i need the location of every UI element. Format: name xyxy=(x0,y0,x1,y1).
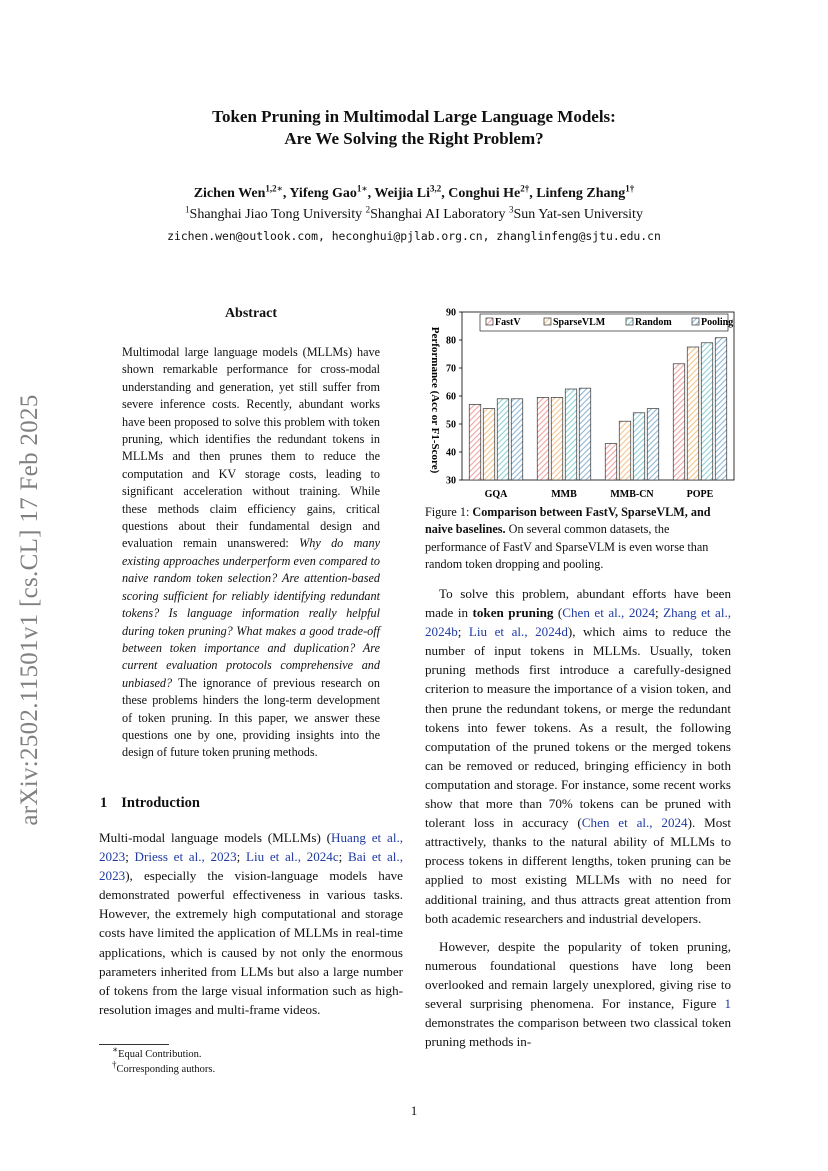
bar-fastv-gqa xyxy=(469,404,481,480)
y-tick-label: 60 xyxy=(446,391,456,403)
author-list xyxy=(60,184,768,204)
legend-swatch xyxy=(486,318,493,325)
legend-swatch xyxy=(544,318,551,325)
y-tick-label: 90 xyxy=(446,307,456,319)
legend-swatch xyxy=(626,318,633,325)
bar-pooling-mmb-cn xyxy=(647,409,659,480)
x-tick-label: GQA xyxy=(484,489,508,500)
x-tick-label: POPE xyxy=(686,489,714,500)
citation-link[interactable]: Liu et al., 2024c xyxy=(245,849,339,865)
bar-sparsevlm-pope xyxy=(687,347,699,480)
arxiv-id-text: arXiv:2502.11501v1 [cs.CL] 17 Feb 2025 xyxy=(16,394,43,826)
footnote-rule xyxy=(99,1044,169,1045)
intro-paragraph: Multi-modal language models (MLLMs) (Huang et al., 2023; Driess et al., 2023; Liu et al., 2024c; Bai et al., 2023), especially the vision-language models have demonstrated powerful effectiveness in various tasks. However, the extremely high computational and storage costs have limited the application of MLLMs in real-time applications, which is caused by not only the enormous parameters inherited from LLMs but also a large number of tokens from the large visual information such as high-resolution images and multi-frame videos. xyxy=(99,830,404,1017)
bar-random-mmb-cn xyxy=(633,413,645,480)
x-tick-label: MMB-CN xyxy=(610,489,654,500)
author: Conghui $He^{2\dagger}$, xyxy=(448,183,537,201)
author: Linfeng Zhang$^{1\dagger}$ xyxy=(536,183,635,201)
paragraph: However, despite the popularity of token pruning, numerous foundational questions have long been overlooked and remain largely unexplored, giving rise to several surprising phenomena. For instance, Figure 1 demonstrates the comparison between two classical token pruning methods in- xyxy=(425,938,731,1050)
y-tick-label: 40 xyxy=(446,447,456,459)
bar-fastv-mmb xyxy=(537,397,549,480)
y-tick-label: 70 xyxy=(446,363,456,375)
affiliation: $^1$Shanghai Jiao Tong University xyxy=(185,204,366,222)
figure-1-chart xyxy=(420,300,738,502)
y-tick-label: 30 xyxy=(446,475,456,487)
citation-link[interactable]: Bai et al., 2023 xyxy=(99,849,403,884)
legend-label: SparseVLM xyxy=(553,317,606,328)
bar-random-gqa xyxy=(497,399,509,480)
author-emails: zichen.wen@outlook.com, heconghui@pjlab.org.cn, zhanglinfeng@sjtu.edu.cn xyxy=(167,229,661,243)
bar-sparsevlm-gqa xyxy=(483,409,495,480)
citation-link[interactable]: Chen et al., 2024 xyxy=(581,815,688,831)
y-tick-label: 80 xyxy=(446,335,456,347)
bar-pooling-gqa xyxy=(511,399,523,480)
bar-fastv-mmb-cn xyxy=(605,444,617,480)
section-heading-introduction: 1 Introduction xyxy=(100,795,200,811)
affiliation: $^2$Shanghai AI Laboratory xyxy=(365,204,509,222)
arxiv-identifier xyxy=(8,365,52,855)
right-column-body xyxy=(425,584,731,1051)
citation-link[interactable]: Zhang et al., 2024b xyxy=(425,605,732,640)
figure-caption: Figure 1: Comparison between FastV, SparseVLM, and naive baselines. On several common datasets, the performance of FastV and SparseVLM is even worse than random token dropping and pooling. xyxy=(425,505,711,572)
legend-swatch xyxy=(692,318,699,325)
citation-link[interactable]: Driess et al., 2023 xyxy=(134,849,237,865)
chart-legend xyxy=(480,314,733,331)
title-line-1: Token Pruning in Multimodal Large Language Models: xyxy=(212,107,616,126)
bar-sparsevlm-mmb-cn xyxy=(619,421,631,480)
bar-sparsevlm-mmb xyxy=(551,397,563,480)
paper-title xyxy=(60,106,768,150)
abstract-body: Multimodal large language models (MLLMs) have shown remarkable performance for cross-modal understanding and generation, yet still suffer from severe inference costs. Recently, abundant works have been proposed to solve this problem with token pruning, which identifies the redundant tokens in MLLMs and then prunes them to reduce the computation and KV storage costs, leading to significant acceleration without training. While these methods claim efficiency gains, critical questions about their fundamental design and evaluation remain unanswered: Why do many existing approaches underperform even compared to naive random token selection? Are attention-based scoring sufficient for reliably identifying redundant tokens? Is language information really helpful during token pruning? What makes a good trade-off between token importance and duplication? Are current evaluation protocols comprehensive and unbiased? The ignorance of previous research on these problems hinders the long-term development of token pruning. In this paper, we answer these questions one by one, providing insights into the design of future token pruning methods. xyxy=(122,345,380,760)
citation-link[interactable]: Huang et al., 2023 xyxy=(99,830,404,865)
bar-chart-svg xyxy=(420,300,738,502)
author: Weijia Li$^{3,2}$, xyxy=(374,183,449,201)
footnote-corresponding: †Corresponding authors. xyxy=(112,1059,216,1075)
bar-pooling-mmb xyxy=(579,388,591,480)
citation-link[interactable]: Chen et al., 2024 xyxy=(562,605,656,621)
figure-reference-link[interactable]: 1 xyxy=(724,995,731,1011)
y-axis-label: Performance (Acc or F1-Score) xyxy=(429,326,441,474)
abstract-heading: Abstract xyxy=(224,306,278,321)
legend-label: Random xyxy=(635,317,672,328)
affiliations xyxy=(60,205,768,225)
author: Yifeng Gao$^{1∗}$, xyxy=(289,183,375,201)
footnote-equal-contribution: ∗Equal Contribution. xyxy=(112,1044,202,1060)
bar-random-mmb xyxy=(565,389,577,480)
title-line-2: Are We Solving the Right Problem? xyxy=(284,129,544,148)
legend-label: FastV xyxy=(495,317,521,328)
bar-pooling-pope xyxy=(715,338,727,480)
legend-label: Pooling xyxy=(701,317,734,328)
affiliation: $^3$Sun Yat-sen University xyxy=(508,204,643,222)
bar-random-pope xyxy=(701,343,713,480)
y-tick-label: 50 xyxy=(446,419,456,431)
x-tick-label: MMB xyxy=(551,489,577,500)
author: Zichen Wen$^{1,2∗}$, xyxy=(193,183,290,201)
bar-fastv-pope xyxy=(673,364,685,480)
page-number: 1 xyxy=(410,1103,418,1118)
citation-link[interactable]: Liu et al., 2024d xyxy=(468,624,568,640)
paragraph: To solve this problem, abundant efforts have been made in token pruning (Chen et al., 2024; Zhang et al., 2024b; Liu et al., 2024d), which aims to reduce the number of input tokens in MLLMs. Usually, token pruning methods first introduce a carefully-designed criterion to measure the importance of a vision token, and then prune the redundant tokens, or merge the redundant tokens into fewer tokens. As a result, the following computation of the pruned tokens or the merged tokens can be removed or reduced, bringing efficiency in both computation and storage. For instance, some recent works show that more than 70% tokens can be pruned with tolerant loss in accuracy (Chen et al., 2024). Most attractively, thanks to the natural ability of MLLMs to process tokens in different lengths, token pruning can be applied to most existing MLLMs with no need for additional training, and thus attracts great attention from both academic researchers and industrial developers. xyxy=(425,586,732,926)
